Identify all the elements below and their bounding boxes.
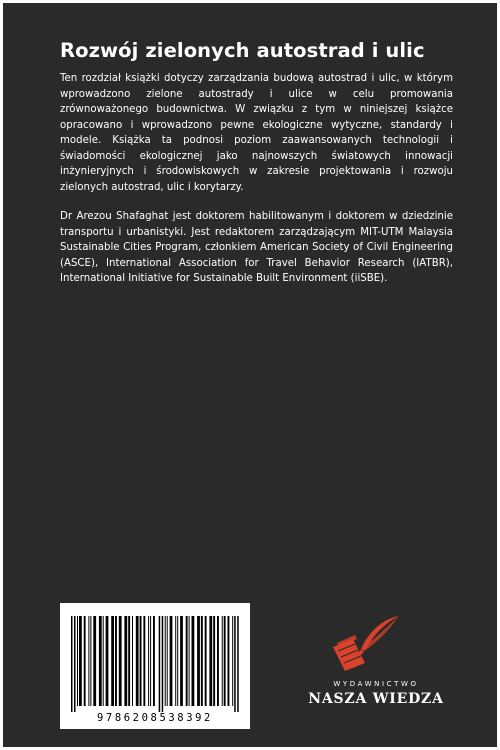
barcode-bar <box>88 616 89 706</box>
barcode-bar <box>224 616 226 706</box>
barcode-bar <box>90 616 91 706</box>
barcode-bar <box>115 616 117 706</box>
barcode-bar <box>136 616 139 706</box>
barcode-bar <box>209 616 212 706</box>
barcode-bar <box>237 616 239 712</box>
publisher-name: NASZA WIEDZA <box>308 691 444 707</box>
barcode-bar <box>143 616 145 706</box>
barcode-bar <box>228 616 230 706</box>
barcode-bar <box>148 616 149 706</box>
barcode-bar <box>177 616 178 706</box>
barcode-bar <box>128 616 130 706</box>
book-title: Rozwój zielonych autostrad i ulic <box>60 39 425 62</box>
barcode-bar <box>180 616 183 706</box>
isbn-number: 9786208538392 <box>97 712 213 724</box>
barcode-bar <box>222 616 223 706</box>
book-description: Ten rozdział książki dotyczy zarządzania budową autostrad i ulic, w którym wprowadzono zielone autostrady i ulice w celu promowania zrównoważonego budownictwa. W związku z tym w niniejszej książce opracowano i wprowadzono pewne ekologiczne wytyczne, standardy i modele. Książka ta podnosi poziom zaawansowanych technologii i świadomości ekologicznej jako najnowszych światowych innowacji inżynieryjnych i środowiskowych w zakresie projektowania i rozwoju zielonych autostrad, ulic i korytarzy. <box>60 73 453 193</box>
barcode-bar <box>71 616 73 712</box>
quill-and-papers-icon <box>325 613 403 675</box>
barcode-bar <box>159 616 161 712</box>
barcode-bar <box>103 616 104 706</box>
barcode-bar <box>201 616 203 706</box>
barcode-bar <box>175 616 176 706</box>
barcode-bar <box>99 616 102 706</box>
barcode-bar <box>124 616 127 706</box>
barcode-bar <box>93 616 96 706</box>
barcode-bar <box>170 616 173 706</box>
barcode-bar <box>119 616 122 706</box>
barcode-bar <box>217 616 219 706</box>
barcode-bar <box>162 616 164 712</box>
barcode <box>60 603 250 729</box>
barcode-bar <box>213 616 215 706</box>
barcode-bar <box>232 616 233 706</box>
author-bio: Dr Arezou Shafaghat jest doktorem habilitowanym i doktorem w dziedzinie transportu i urbanistyki. Jest redaktorem zarządzającym MIT-UTM Malaysia Sustainable Cities Program, członkiem American Society of Civil Engineering (ASCE), International Association for Travel Behavior Research (IATBR), International Initiative for Sustainable Built Environment (iiSBE). <box>60 211 453 284</box>
barcode-bar <box>106 616 109 706</box>
barcode-bar <box>197 616 200 706</box>
barcode-bar <box>205 616 207 706</box>
barcode-bar <box>132 616 133 706</box>
barcode-bar <box>74 616 76 712</box>
barcode-bar <box>111 616 114 706</box>
barcode-bar <box>84 616 86 706</box>
barcode-bar <box>186 616 188 706</box>
barcode-bar <box>189 616 190 706</box>
barcode-bar <box>150 616 151 706</box>
back-cover <box>3 3 497 747</box>
barcode-bar <box>79 616 82 706</box>
barcode-bars <box>69 616 241 712</box>
barcode-bar <box>165 616 166 706</box>
barcode-bar <box>153 616 155 706</box>
publisher-line1: WYDAWNICTWO <box>333 680 419 688</box>
barcode-bar <box>77 616 78 706</box>
barcode-bar <box>167 616 168 706</box>
barcode-bar <box>234 616 236 712</box>
barcode-bar <box>192 616 195 706</box>
barcode-bar <box>140 616 142 706</box>
